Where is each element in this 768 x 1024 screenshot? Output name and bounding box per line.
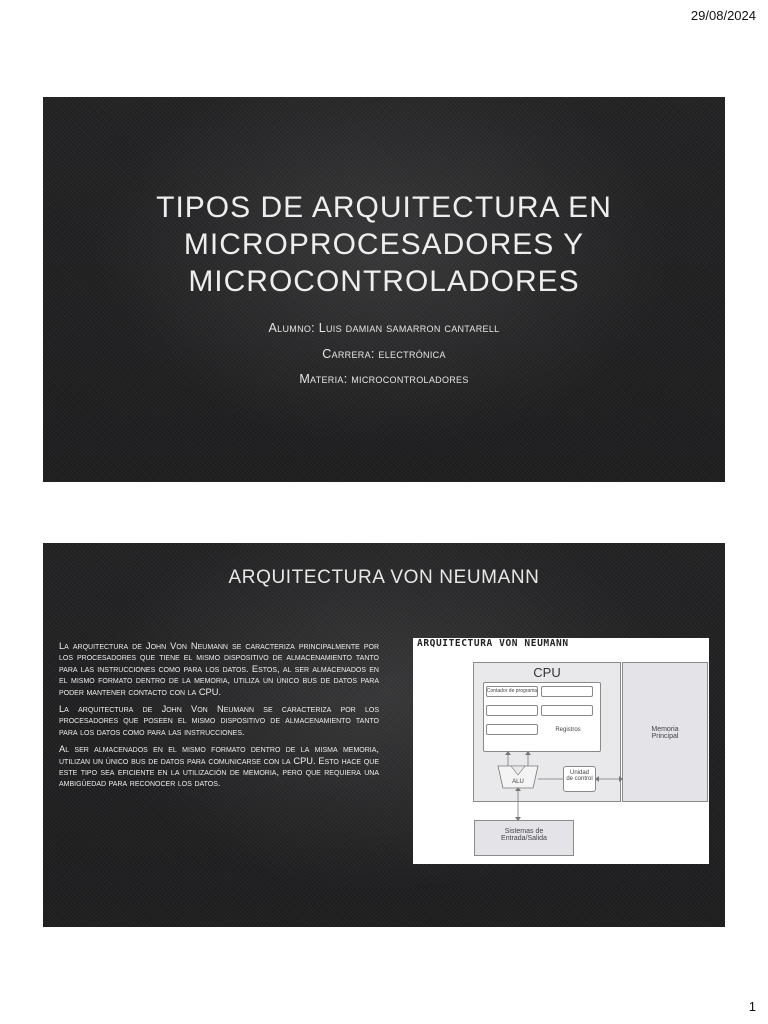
page-date: 29/08/2024 [690, 8, 756, 23]
slide-title [43, 97, 725, 482]
io-system-label-line: Entrada/Salida [501, 835, 547, 842]
control-unit-label-line: de control [566, 776, 593, 782]
slide-heading: ARQUITECTURA VON NEUMANN [228, 567, 540, 588]
slide-von-neumann [43, 543, 725, 927]
arrow-head [515, 817, 521, 821]
arrow-head [525, 751, 531, 755]
io-system-label-line: Sistemas de [504, 828, 544, 835]
alu-label: ALU [512, 779, 524, 785]
career: Carrera: electrónica [322, 347, 446, 361]
arrow-head [619, 776, 623, 782]
main-memory-label-line: Principal [651, 733, 679, 740]
diagram-connectors [413, 638, 709, 864]
main-memory-label-line: Memoria [651, 726, 679, 733]
registers-label: Registros [555, 727, 581, 733]
student-name: Alumno: Luis damian samarron cantarell [268, 321, 500, 335]
body-text [59, 641, 379, 796]
paragraph: La arquitectura de John Von Neumann se caracteriza principalmente por los procesadores que tiene el mismo dispositivo de almacenamiento tanto para las instrucciones como para los datos. Estos, al ser almacenados en el mismo formato dentro de la memoria, utiliza un único bus de datos para poder mantener contacto con la CPU. [59, 641, 379, 697]
title-line: TIPOS DE ARQUITECTURA EN [156, 191, 612, 224]
page-number: 1 [748, 999, 756, 1014]
arrow-head [505, 751, 511, 755]
presentation-title [43, 189, 725, 300]
program-counter-label: Contador de programa [486, 688, 538, 694]
control-unit-label-line: Unidad [569, 770, 589, 776]
cpu-label: CPU [533, 665, 561, 680]
title-line: MICROPROCESADORES Y [183, 228, 585, 261]
paragraph: La arquitectura de John Von Neumann se caracteriza por los procesadores que poseen el mismo dispositivo de almacenamiento tanto para los datos como para las instrucciones. [59, 704, 379, 737]
diagram-title: ARQUITECTURA VON NEUMANN [417, 638, 569, 649]
subject: Materia: microcontroladores [299, 372, 469, 386]
von-neumann-diagram [413, 638, 709, 864]
paragraph: Al ser almacenados en el mismo formato dentro de la misma memoria, utilizan un único bus de datos para comunicarse con la CPU. Esto hace que este tipo sea eficiente en la utilización de memoria, pero que requiera una ambigüedad para reconocer los datos. [59, 744, 379, 789]
title-line: MICROCONTROLADORES [188, 265, 580, 298]
arrow-head [595, 776, 599, 782]
